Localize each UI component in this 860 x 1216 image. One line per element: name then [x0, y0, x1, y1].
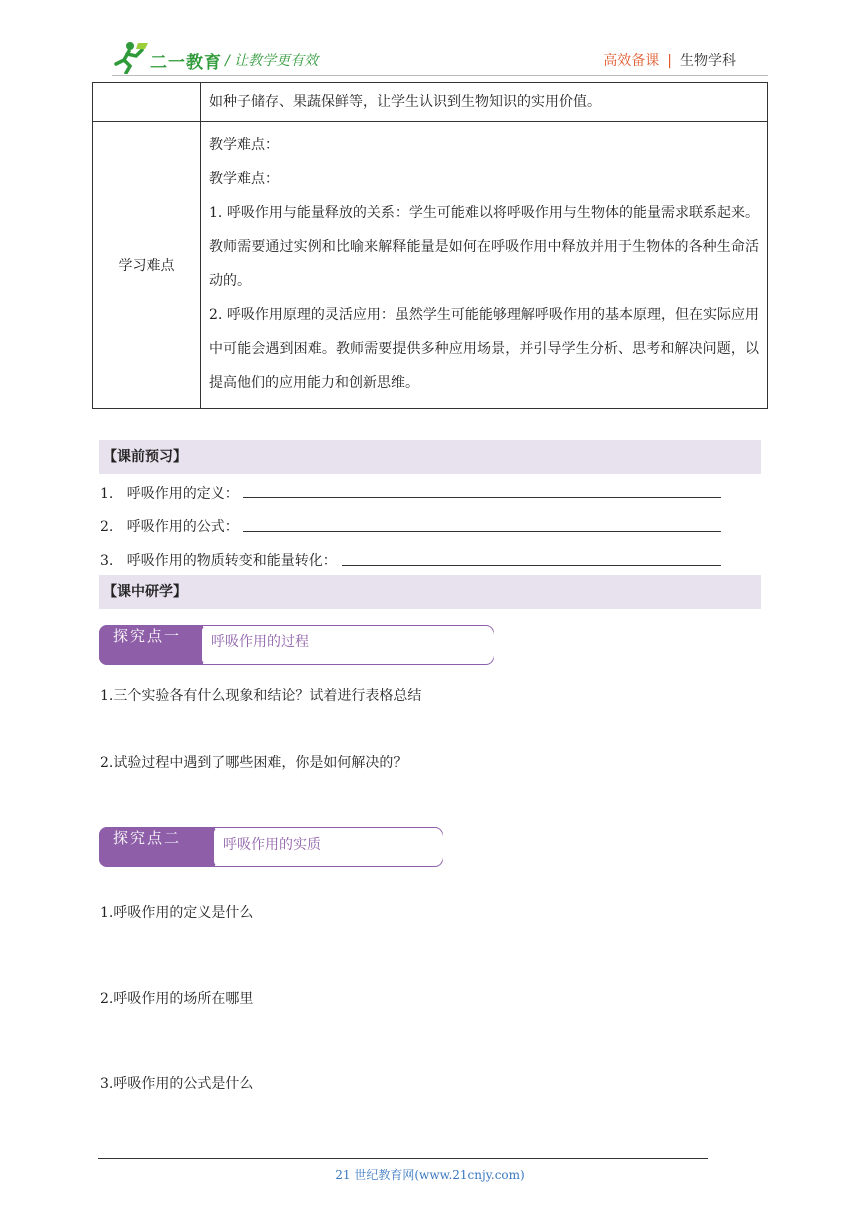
study-heading: 【课中研学】	[99, 575, 761, 609]
table-row	[93, 83, 768, 122]
answer-line[interactable]	[243, 497, 721, 498]
paragraph: 教学难点：	[209, 171, 279, 187]
preview-item-text: 呼吸作用的定义：	[126, 486, 239, 502]
preview-item-num: 3.	[100, 553, 114, 569]
paragraph: 教学难点：	[209, 137, 279, 153]
preview-item-num: 2.	[100, 519, 114, 535]
slogan: / 让教学更有效	[225, 53, 319, 69]
runner-logo-icon	[112, 40, 152, 74]
header-divider	[112, 75, 768, 76]
footer-link[interactable]: 21 世纪教育网(www.21cnjy.com)	[335, 1168, 525, 1182]
question-text: 2.呼吸作用的场所在哪里	[100, 991, 254, 1007]
table-cell-content	[201, 122, 768, 409]
table-cell-empty	[93, 83, 201, 122]
answer-line[interactable]	[243, 531, 721, 532]
paragraph: 2. 呼吸作用原理的灵活应用：虽然学生可能能够理解呼吸作用的基本原理，但在实际应用中可能会遇到困难。教师需要提供多种应用场景，并引导学生分析、思考和解决问题，以提高他们的应用能力和创新思维。	[209, 307, 759, 391]
preview-heading: 【课前预习】	[99, 440, 761, 474]
question-text: 2.试验过程中遇到了哪些困难，你是如何解决的？	[100, 755, 408, 771]
table-cell-label: 学习难点	[93, 122, 201, 409]
header-subject-label: 生物学科	[680, 53, 736, 69]
question-text: 1.呼吸作用的定义是什么	[100, 905, 254, 921]
preview-item	[100, 516, 239, 536]
explore-point-1-tag: 探究点一	[99, 625, 203, 665]
table-row	[93, 122, 768, 409]
footer-divider	[98, 1158, 708, 1159]
question-text: 1.三个实验各有什么现象和结论？试着进行表格总结	[100, 688, 422, 704]
question-text: 3.呼吸作用的公式是什么	[100, 1076, 254, 1092]
preview-item	[100, 550, 337, 570]
content-table	[92, 82, 768, 409]
header-separator: |	[667, 53, 672, 69]
header-accent: 高效备课	[603, 53, 660, 69]
answer-line[interactable]	[342, 565, 721, 566]
explore-point-2-title: 呼吸作用的实质	[223, 837, 321, 853]
paragraph: 1. 呼吸作用与能量释放的关系：学生可能难以将呼吸作用与生物体的能量需求联系起来。教师需要通过实例和比喻来解释能量是如何在呼吸作用中释放并用于生物体的各种生命活动的。	[209, 205, 759, 289]
preview-item-num: 1.	[100, 486, 114, 502]
explore-point-1-title: 呼吸作用的过程	[211, 634, 309, 650]
preview-item	[100, 483, 239, 503]
table-cell-text: 如种子储存、果蔬保鲜等，让学生认识到生物知识的实用价值。	[201, 83, 768, 122]
explore-point-2-tag: 探究点二	[99, 827, 215, 867]
preview-item-text: 呼吸作用的公式：	[126, 519, 239, 535]
logo-text: 二一教育	[150, 53, 222, 73]
header-subject	[603, 50, 736, 70]
preview-item-text: 呼吸作用的物质转变和能量转化：	[126, 553, 337, 569]
